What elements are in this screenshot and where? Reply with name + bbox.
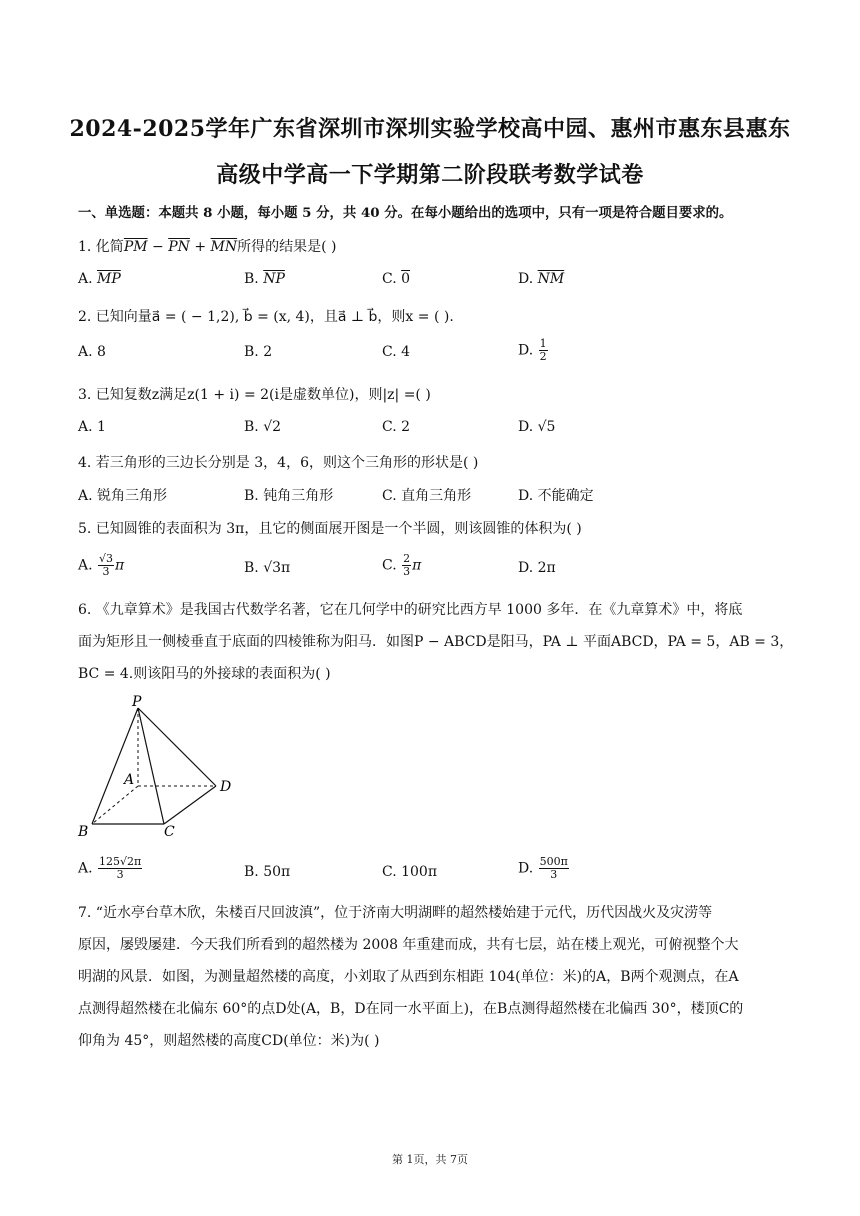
fraction (98, 856, 142, 881)
option-label: D. (518, 860, 538, 877)
vector-pn: $\overline{PN}$ (168, 239, 190, 255)
option-value: $\overline{NP}$ (263, 271, 285, 287)
q1-option-c[interactable] (382, 271, 410, 287)
option-value: $\overline{MP}$ (97, 271, 121, 287)
fraction (98, 553, 114, 578)
q5-option-a[interactable] (78, 553, 124, 578)
fraction-numerator: √3 (99, 552, 114, 565)
option-label: C. (382, 271, 402, 287)
q6-option-b[interactable]: B. 50π (244, 864, 291, 880)
vector-mn: $\overline{MN}$ (210, 239, 238, 255)
q6-option-d[interactable] (518, 856, 570, 881)
option-suffix: π (412, 557, 422, 574)
q4-option-c[interactable]: C. 直角三角形 (382, 488, 472, 504)
option-label: B. (244, 271, 264, 287)
q2-option-b[interactable]: B. 2 (244, 344, 273, 360)
question-1-prefix: 1. 化简 (78, 239, 124, 255)
question-6-line-2: 面为矩形且一侧棱垂直于底面的四棱锥称为阳马．如图P − ABCD是阳马，PA ⊥ 平面ABCD，PA = 5，AB = 3， (78, 634, 794, 650)
question-6 (78, 594, 794, 690)
question-7-line-5: 仰角为 45°，则超然楼的高度CD(单位：米)为( ) (78, 1033, 380, 1049)
question-6-line-1: 6. 《九章算术》是我国古代数学名著，它在几何学中的研究比西方早 1000 多年．在《九章算术》中，将底 (78, 602, 743, 618)
fraction-numerator: 2 (403, 552, 411, 565)
option-suffix: π (115, 557, 125, 574)
option-label: D. (518, 342, 538, 359)
fraction-denominator: 3 (403, 565, 411, 578)
q5-option-c[interactable] (382, 553, 421, 578)
option-value: $\overline{NM}$ (537, 271, 565, 287)
vertex-label-p: P (132, 694, 142, 710)
q6-option-a[interactable] (78, 856, 143, 881)
fraction-numerator: 500π (539, 855, 568, 868)
question-5: 5. 已知圆锥的表面积为 3π，且它的侧面展开图是一个半圆，则该圆锥的体积为( ) (78, 521, 582, 537)
fraction-denominator: 3 (116, 868, 124, 881)
vector-pm: $\overline{PM}$ (123, 239, 148, 255)
q2-option-d[interactable] (518, 338, 549, 363)
q6-option-c[interactable]: C. 100π (382, 864, 438, 880)
option-label: C. (382, 557, 402, 574)
q4-option-a[interactable]: A. 锐角三角形 (78, 488, 168, 504)
q3-option-a[interactable]: A. 1 (78, 419, 106, 435)
exam-title-line-1: 2024-2025学年广东省深圳市深圳实验学校高中园、惠州市惠东县惠东 (69, 116, 791, 142)
vertex-label-c: C (164, 824, 175, 840)
section-heading: 一、单选题：本题共 8 小题，每小题 5 分，共 40 分。在每小题给出的选项中，只有一项是符合题目要求的。 (78, 205, 733, 221)
option-label: A. (78, 860, 98, 877)
operator-minus: − (147, 239, 169, 255)
vertex-label-d: D (220, 779, 232, 795)
q3-option-d[interactable]: D. √5 (518, 419, 556, 435)
fraction (539, 856, 569, 881)
fraction-denominator: 3 (102, 565, 110, 578)
fraction-numerator: 125√2π (99, 855, 142, 868)
fraction-numerator: 1 (539, 337, 547, 350)
page-footer: 第 1页，共 7页 (392, 1153, 468, 1166)
operator-plus: + (189, 239, 211, 255)
q1-option-b[interactable] (244, 271, 285, 287)
q3-option-b[interactable]: B. √2 (244, 419, 282, 435)
question-1-suffix: 所得的结果是( ) (237, 239, 337, 255)
option-label: A. (78, 557, 98, 574)
q5-option-b[interactable]: B. √3π (244, 560, 291, 576)
q5-option-d[interactable]: D. 2π (518, 560, 556, 576)
question-7-line-3: 明湖的风景．如图，为测量超然楼的高度，小刘取了从西到东相距 104(单位：米)的A，B两个观测点，在A (78, 969, 739, 985)
option-value: 0 (401, 271, 411, 287)
q4-option-d[interactable]: D. 不能确定 (518, 488, 594, 504)
q3-option-c[interactable]: C. 2 (382, 419, 411, 435)
vertex-label-b: B (78, 824, 89, 840)
question-7-line-2: 原因，屡毁屡建．今天我们所看到的超然楼为 2008 年重建而成，共有七层，站在楼上观光，可俯视整个大 (78, 937, 739, 953)
fraction-denominator: 3 (550, 868, 558, 881)
question-7-line-4: 点测得超然楼在北偏东 60°的点D处(A，B，D在同一水平面上)，在B点测得超然楼在北偏西 30°，楼顶C的 (78, 1001, 744, 1017)
question-1 (78, 236, 337, 256)
option-label: A. (78, 271, 98, 287)
question-6-line-3: BC = 4.则该阳马的外接球的表面积为( ) (78, 666, 331, 682)
pyramid-figure (70, 694, 240, 844)
q2-option-c[interactable]: C. 4 (382, 344, 411, 360)
question-7 (78, 897, 778, 1057)
question-4: 4. 若三角形的三边长分别是 3，4，6，则这个三角形的形状是( ) (78, 455, 479, 471)
question-2: 2. 已知向量a⃗ = ( − 1,2), b⃗ = (x, 4)，且a⃗ ⊥ b⃗，则x = ( ). (78, 309, 454, 325)
fraction (402, 553, 411, 578)
q4-option-b[interactable]: B. 钝角三角形 (244, 488, 334, 504)
option-label: D. (518, 271, 538, 287)
fraction-denominator: 2 (539, 350, 547, 363)
vertex-label-a: A (124, 772, 135, 788)
fraction (539, 338, 548, 363)
q1-option-d[interactable] (518, 271, 564, 287)
question-7-line-1: 7. “近水亭台草木欣，朱楼百尺回波滇”，位于济南大明湖畔的超然楼始建于元代，历代因战火及灾涝等 (78, 905, 713, 921)
q1-option-a[interactable] (78, 271, 121, 287)
question-3: 3. 已知复数z满足z(1 + i) = 2(i是虚数单位)，则|z| =( ) (78, 387, 431, 403)
q2-option-a[interactable]: A. 8 (78, 344, 106, 360)
exam-title-line-2: 高级中学高一下学期第二阶段联考数学试卷 (216, 162, 644, 188)
